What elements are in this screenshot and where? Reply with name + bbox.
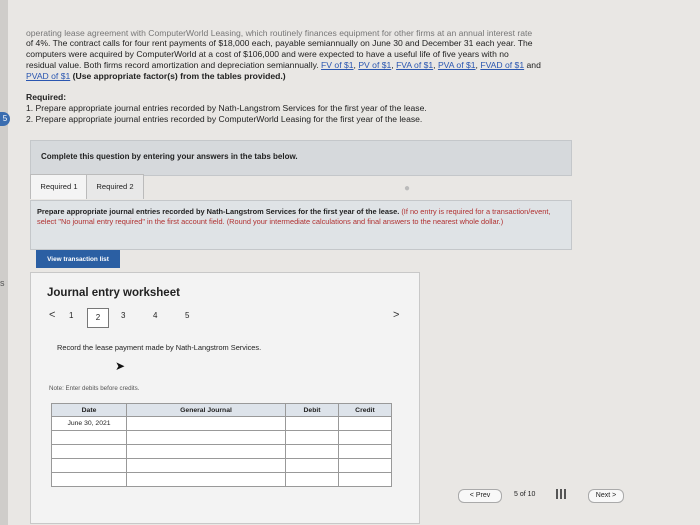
table-row: [52, 473, 392, 487]
debit-field[interactable]: [286, 445, 339, 459]
prev-label: Prev: [475, 492, 491, 499]
account-field[interactable]: [127, 459, 286, 473]
question-navigation: [458, 489, 638, 503]
date-cell: [52, 459, 127, 473]
account-field[interactable]: [127, 445, 286, 459]
header-general-journal: General Journal: [127, 404, 286, 417]
page-2-active[interactable]: 2: [87, 308, 109, 328]
tab-bar: [30, 174, 570, 200]
problem-cut-line: operating lease agreement with ComputerWorld Leasing, which routinely finances equipment for other firms at an annual interest rate: [26, 28, 533, 38]
date-cell: [52, 445, 127, 459]
required-heading: Required:: [26, 92, 67, 102]
debit-credit-note: Note: Enter debits before credits.: [49, 385, 140, 392]
date-cell[interactable]: June 30, 2021: [52, 417, 127, 431]
status-circle-icon: ●: [404, 183, 411, 194]
required-item-1: 1. Prepare appropriate journal entries recorded by Nath-Langstrom Services for the first year of the lease.: [26, 103, 427, 113]
instructions-main: Prepare appropriate journal entries recorded by Nath-Langstrom Services for the first year of the lease.: [37, 207, 400, 216]
page-4[interactable]: 4: [153, 311, 158, 320]
table-row: [52, 431, 392, 445]
page-1[interactable]: 1: [69, 311, 74, 320]
and-text: and: [526, 60, 541, 70]
chevron-left-icon[interactable]: <: [49, 309, 56, 321]
pvad-link[interactable]: PVAD of $1: [26, 71, 71, 81]
edge-mark: s: [0, 278, 5, 288]
question-position: 5 of 10: [514, 491, 536, 498]
table-row: [52, 459, 392, 473]
worksheet-title: Journal entry worksheet: [47, 287, 180, 299]
problem-line-3-text: residual value. Both firms record amortization and depreciation semiannually.: [26, 60, 319, 70]
header-debit: Debit: [286, 404, 339, 417]
credit-field[interactable]: [339, 459, 392, 473]
problem-text: [26, 28, 586, 82]
credit-field[interactable]: [339, 417, 392, 431]
next-button[interactable]: Next >: [588, 489, 624, 503]
pva-link[interactable]: PVA of $1: [437, 60, 476, 70]
prev-button[interactable]: < Prev: [458, 489, 502, 503]
header-credit: Credit: [339, 404, 392, 417]
problem-line-1: of 4%. The contract calls for four rent payments of $18,000 each, payable semiannually on June 30 and December 31 each year. The: [26, 38, 533, 48]
required-section: [26, 92, 427, 125]
account-field[interactable]: [127, 417, 286, 431]
header-date: Date: [52, 404, 127, 417]
table-row: [52, 445, 392, 459]
view-transaction-list-button[interactable]: View transaction list: [36, 250, 120, 268]
question-grid-icon[interactable]: [556, 489, 566, 499]
table-row: [52, 417, 392, 431]
factor-hint: (Use appropriate factor(s) from the tables provided.): [72, 71, 286, 81]
pv-link[interactable]: PV of $1: [358, 60, 392, 70]
tab-required-1[interactable]: Required 1: [30, 174, 88, 199]
banner-text: Complete this question by entering your answers in the tabs below.: [41, 152, 298, 161]
fva-link[interactable]: FVA of $1: [396, 60, 434, 70]
debit-field[interactable]: [286, 417, 339, 431]
problem-line-4: [26, 71, 586, 82]
cursor-arrow-icon: ➤: [115, 359, 126, 373]
problem-line-2: computers were acquired by ComputerWorld at a cost of $106,000 and were expected to have a useful life of five years with no: [26, 49, 509, 59]
debit-field[interactable]: [286, 473, 339, 487]
journal-entry-worksheet: [30, 272, 420, 524]
debit-field[interactable]: [286, 431, 339, 445]
debit-field[interactable]: [286, 459, 339, 473]
required-item-2: 2. Prepare appropriate journal entries recorded by ComputerWorld Leasing for the first year of the lease.: [26, 114, 423, 124]
page-3[interactable]: 3: [121, 311, 126, 320]
account-field[interactable]: [127, 431, 286, 445]
tab-required-2[interactable]: Required 2: [86, 174, 144, 199]
tab-instructions: [30, 200, 572, 250]
date-cell: [52, 473, 127, 487]
instruction-banner: [30, 140, 572, 176]
chevron-right-icon[interactable]: >: [393, 309, 400, 321]
credit-field[interactable]: [339, 431, 392, 445]
fvad-link[interactable]: FVAD of $1: [480, 60, 525, 70]
page-5[interactable]: 5: [185, 311, 190, 320]
credit-field[interactable]: [339, 473, 392, 487]
journal-table: [51, 403, 392, 487]
worksheet-pager: [49, 308, 409, 328]
instructions-note: (If no entry is required for a transaction/event, select "No journal entry required" in the first account field. (Round your intermediate calculations and final answers to the nearest whole dollar.): [37, 207, 551, 226]
account-field[interactable]: [127, 473, 286, 487]
problem-line-3: residual value. Both firms record amortization and depreciation semiannually. FV of $1, PV of $1, FVA of $1, PVA of $1, FVAD of $1 and: [26, 60, 541, 70]
credit-field[interactable]: [339, 445, 392, 459]
next-label: Next: [595, 492, 611, 499]
date-cell: [52, 431, 127, 445]
question-number-badge: 5: [0, 112, 10, 126]
left-edge: [0, 0, 8, 525]
fv-link[interactable]: FV of $1: [321, 60, 354, 70]
entry-prompt: Record the lease payment made by Nath-Langstrom Services.: [57, 343, 262, 352]
